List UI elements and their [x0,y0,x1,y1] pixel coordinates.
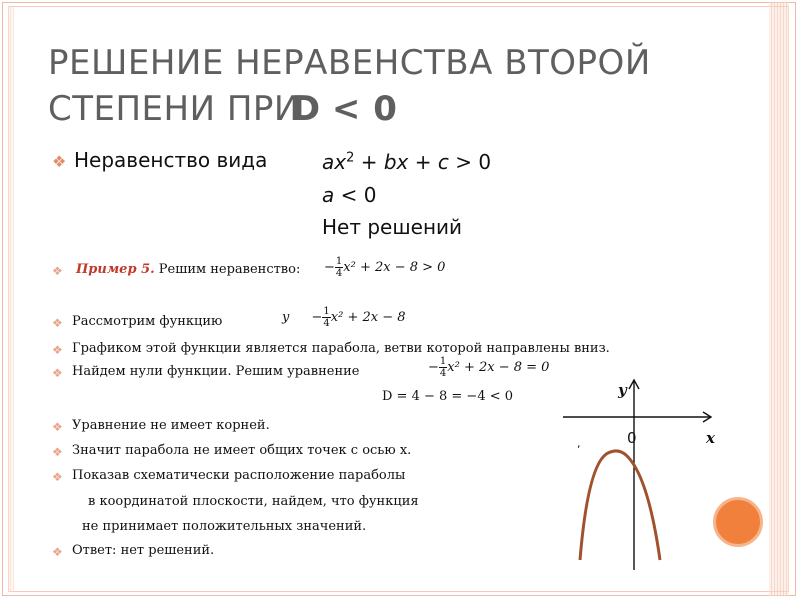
fraction-numerator: 1 [335,256,343,267]
bullet-icon: ❖ [52,316,63,330]
title-condition-rel: < 0 [331,89,398,129]
tick-mark: , [577,437,581,450]
function-rest: x² + 2x − 8 [330,310,406,325]
x-axis-label: x [706,429,715,447]
discriminant: D = 4 − 8 = −4 < 0 [382,389,514,404]
example-text: Решим неравенство: [158,262,301,277]
main-math-line-2: a < 0 [322,183,377,207]
function-fraction [322,306,330,329]
decor-circle [713,497,763,547]
bullet-icon: ❖ [52,343,63,357]
zeros-equation [428,356,549,379]
origin-label: 0 [627,429,637,447]
bullet-icon: ❖ [52,470,63,484]
answer-text: Ответ: нет решений. [72,543,215,558]
step-5-text: Значит парабола не имеет общих точек с осью x. [72,443,412,458]
step-1-text: Рассмотрим функцию [72,314,223,329]
bullet-icon: ❖ [52,545,63,559]
title-line-2 [48,86,748,132]
bullet-icon: ❖ [52,420,63,434]
step-6c-text: не принимает положительных значений. [82,519,367,534]
step-6b-text: в координатой плоскости, найдем, что функция [88,494,419,509]
fraction-numerator: 1 [323,306,330,317]
function-sign: − [311,310,323,325]
main-point-label: Неравенство вида [74,148,268,172]
main-bullet-icon: ❖ [52,152,67,171]
bullet-icon: ❖ [52,264,63,278]
fraction-denominator: 4 [439,368,447,379]
right-decor-stripe [769,2,789,596]
example-inequality [324,256,445,279]
fraction-denominator: 4 [323,318,330,329]
main-math-line-1: $ax^2$ + bx + c > 0 [322,150,492,174]
fraction-numerator: 1 [439,356,447,367]
example-ineq-rest: x² + 2x − 8 > 0 [343,260,446,275]
step-2-text: Графиком этой функции является парабола, ветви которой направлены вниз. [72,341,610,356]
example-label: Пример 5. [76,262,155,277]
step-4-text: Уравнение не имеет корней. [72,418,270,433]
function-y: y [282,310,290,325]
title-condition-var: D [291,89,321,129]
bullet-icon: ❖ [52,445,63,459]
main-math-line-3: Нет решений [322,215,463,239]
example-ineq-sign: − [324,260,335,275]
left-decor-stripe [8,6,14,592]
parabola-curve [580,451,660,560]
title-line-1: РЕШЕНИЕ НЕРАВЕНСТВА ВТОРОЙ [48,43,651,83]
slide-title [48,40,748,132]
y-axis-label: y [618,381,627,399]
function-formula [282,306,406,329]
step-3-text: Найдем нули функции. Решим уравнение [72,364,360,379]
equation-rest: x² + 2x − 8 = 0 [447,360,550,375]
fraction-denominator: 4 [335,268,343,279]
step-6a-text: Показав схематически расположение параболы [72,468,406,483]
equation-sign: − [428,360,439,375]
bullet-icon: ❖ [52,366,63,380]
example-line [76,262,300,277]
title-line-2-text: СТЕПЕНИ ПРИ [48,89,300,129]
